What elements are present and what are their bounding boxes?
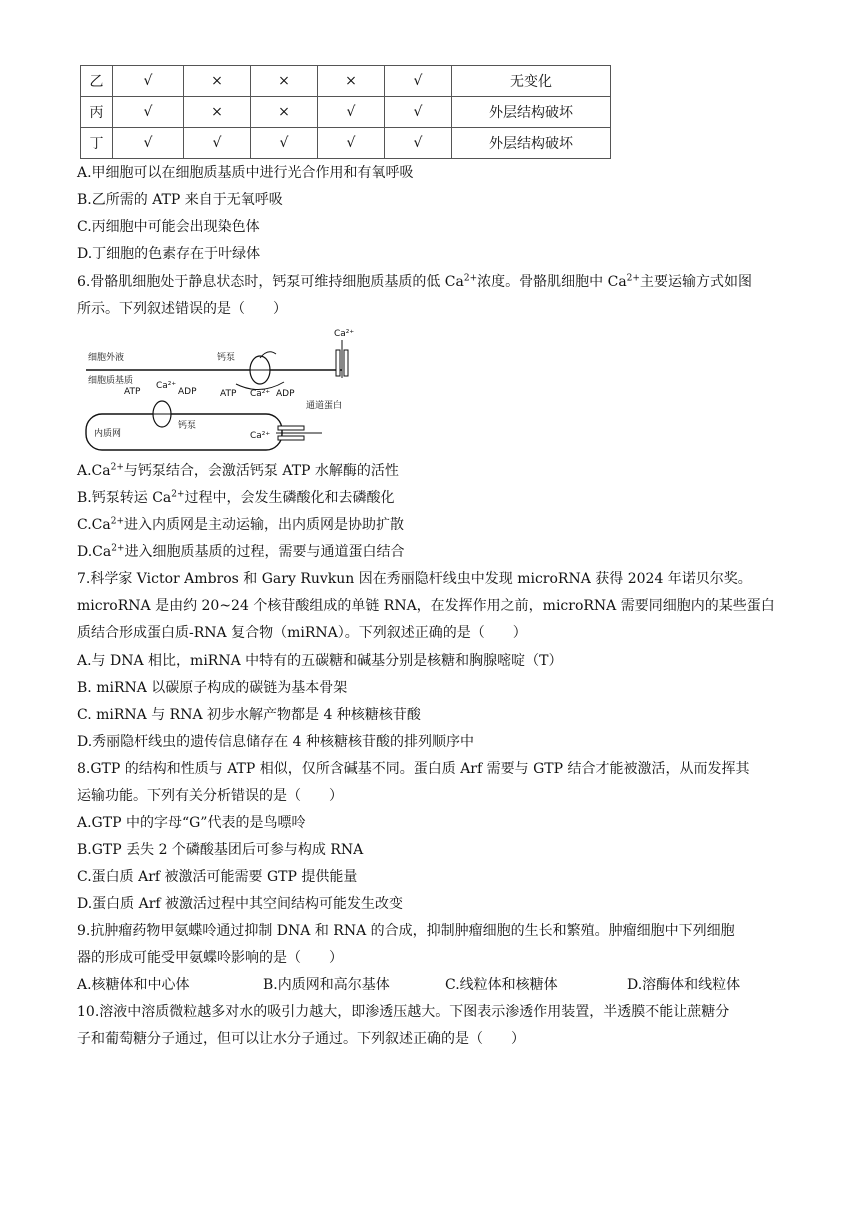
table-row (81, 97, 611, 128)
table-row (81, 128, 611, 159)
label-er: 内质网 (94, 429, 122, 439)
label-ca-er-channel: Ca²⁺ (250, 431, 271, 441)
table-cell: × (184, 66, 251, 97)
q8-option-d: D.蛋白质 Arf 被激活过程中其空间结构可能发生改变 (77, 896, 404, 912)
q7-stem-line-2: microRNA 是由约 20~24 个核苷酸组成的单链 RNA，在发挥作用之前，microRNA 需要同细胞内的某些蛋白 (77, 598, 775, 614)
q8-option-b: B.GTP 丢失 2 个磷酸基团后可参与构成 RNA (77, 842, 364, 858)
label-adp-top: ADP (276, 389, 295, 399)
table-cell: × (251, 66, 318, 97)
q8-stem-line-1: 8.GTP 的结构和性质与 ATP 相似，仅所含碱基不同。蛋白质 Arf 需要与 GTP 结合才能被激活，从而发挥其 (77, 761, 750, 777)
q10-stem-line-1: 10.溶液中溶质微粒越多对水的吸引力越大，即渗透压越大。下图表示渗透作用装置，半透膜不能让蔗糖分 (77, 1004, 730, 1020)
table-cell: √ (385, 97, 452, 128)
q5-option-d: D.丁细胞的色素存在于叶绿体 (77, 246, 261, 262)
table-cell: 乙 (81, 66, 113, 97)
q10-stem-line-2: 子和葡萄糖分子通过，但可以让水分子通过。下列叙述正确的是（ ） (77, 1031, 525, 1047)
q8-option-c: C.蛋白质 Arf 被激活可能需要 GTP 提供能量 (77, 869, 358, 885)
table-cell: √ (318, 128, 385, 159)
q9-option-b: B.内质网和高尔基体 (263, 977, 390, 993)
label-atp-top: ATP (220, 389, 237, 399)
q6-option-d: $D.Ca^{2+}$进入细胞质基质的过程，需要与通道蛋白结合 (77, 543, 405, 560)
q6-option-b: B.钙泵转运 $Ca^{2+}$过程中，会发生磷酸化和去磷酸化 (77, 489, 395, 506)
q7-option-d: D.秀丽隐杆线虫的遗传信息储存在 4 种核糖核苷酸的排列顺序中 (77, 734, 474, 750)
label-cytosol: 细胞质基质 (88, 376, 134, 386)
table-cell: √ (113, 97, 184, 128)
q7-stem-line-1: 7.科学家 Victor Ambros 和 Gary Ruvkun 因在秀丽隐杆线虫中发现 microRNA 获得 2024 年诺贝尔奖。 (77, 571, 752, 587)
q9-option-a: A.核糖体和中心体 (77, 977, 190, 993)
label-adp-er: ADP (178, 387, 197, 397)
q6-stem-line-2: 所示。下列叙述错误的是（ ） (77, 301, 287, 317)
label-ca-outer: Ca²⁺ (334, 329, 355, 339)
table-cell: × (251, 97, 318, 128)
table-cell: 无变化 (452, 66, 611, 97)
q9-option-c: C.线粒体和核糖体 (445, 977, 558, 993)
q9-option-d: D.溶酶体和线粒体 (627, 977, 741, 993)
q6-option-c: $C.Ca^{2+}$进入内质网是主动运输，出内质网是协助扩散 (77, 516, 405, 533)
q9-stem-line-1: 9.抗肿瘤药物甲氨蝶呤通过抑制 DNA 和 RNA 的合成，抑制肿瘤细胞的生长和繁殖。肿瘤细胞中下列细胞 (77, 923, 735, 939)
label-pump-er: 钙泵 (178, 421, 197, 431)
table-cell: √ (113, 66, 184, 97)
q9-options (77, 974, 787, 996)
q8-option-a: A.GTP 中的字母“G”代表的是鸟嘌呤 (77, 815, 306, 831)
label-channel: 通道蛋白 (306, 401, 343, 411)
table-cell: 外层结构破坏 (452, 128, 611, 159)
table-cell: × (184, 97, 251, 128)
q5-option-b: B.乙所需的 ATP 来自于无氧呼吸 (77, 192, 283, 208)
q6-option-a: $A.Ca^{2+}$与钙泵结合，会激活钙泵 ATP 水解酶的活性 (77, 462, 399, 479)
q8-stem-line-2: 运输功能。下列有关分析错误的是（ ） (77, 788, 343, 804)
calcium-transport-figure (80, 328, 360, 454)
table-cell: × (318, 66, 385, 97)
label-pump-top: 钙泵 (217, 353, 236, 363)
label-ca-er: Ca²⁺ (156, 381, 177, 391)
table-cell: 丙 (81, 97, 113, 128)
q5-option-c: C.丙细胞中可能会出现染色体 (77, 219, 260, 235)
label-outer-fluid: 细胞外液 (88, 353, 125, 363)
q7-option-c: C. miRNA 与 RNA 初步水解产物都是 4 种核糖核苷酸 (77, 707, 421, 723)
results-table (80, 65, 611, 159)
table-cell: 丁 (81, 128, 113, 159)
table-cell: √ (385, 66, 452, 97)
table-cell: √ (385, 128, 452, 159)
q9-stem-line-2: 器的形成可能受甲氨蝶呤影响的是（ ） (77, 950, 343, 966)
table-cell: √ (184, 128, 251, 159)
label-atp-er: ATP (124, 387, 141, 397)
q7-option-a: A.与 DNA 相比，miRNA 中特有的五碳糖和碱基分别是核糖和胸腺嘧啶（T） (77, 653, 563, 669)
table-cell: √ (251, 128, 318, 159)
table-cell: √ (113, 128, 184, 159)
table-row (81, 66, 611, 97)
table-cell: √ (318, 97, 385, 128)
q7-option-b: B. miRNA 以碳原子构成的碳链为基本骨架 (77, 680, 348, 696)
table-cell: 外层结构破坏 (452, 97, 611, 128)
q5-option-a: A.甲细胞可以在细胞质基质中进行光合作用和有氧呼吸 (77, 165, 414, 181)
label-ca-top: Ca²⁺ (250, 389, 271, 399)
q6-stem-line-1: 6.骨骼肌细胞处于静息状态时，钙泵可维持细胞质基质的低 $Ca^{2+}$浓度。骨骼肌细胞中 $Ca^{2+}$主要运输方式如图 (77, 273, 752, 290)
q7-stem-line-3: 质结合形成蛋白质-RNA 复合物（miRNA）。下列叙述正确的是（ ） (77, 625, 527, 641)
